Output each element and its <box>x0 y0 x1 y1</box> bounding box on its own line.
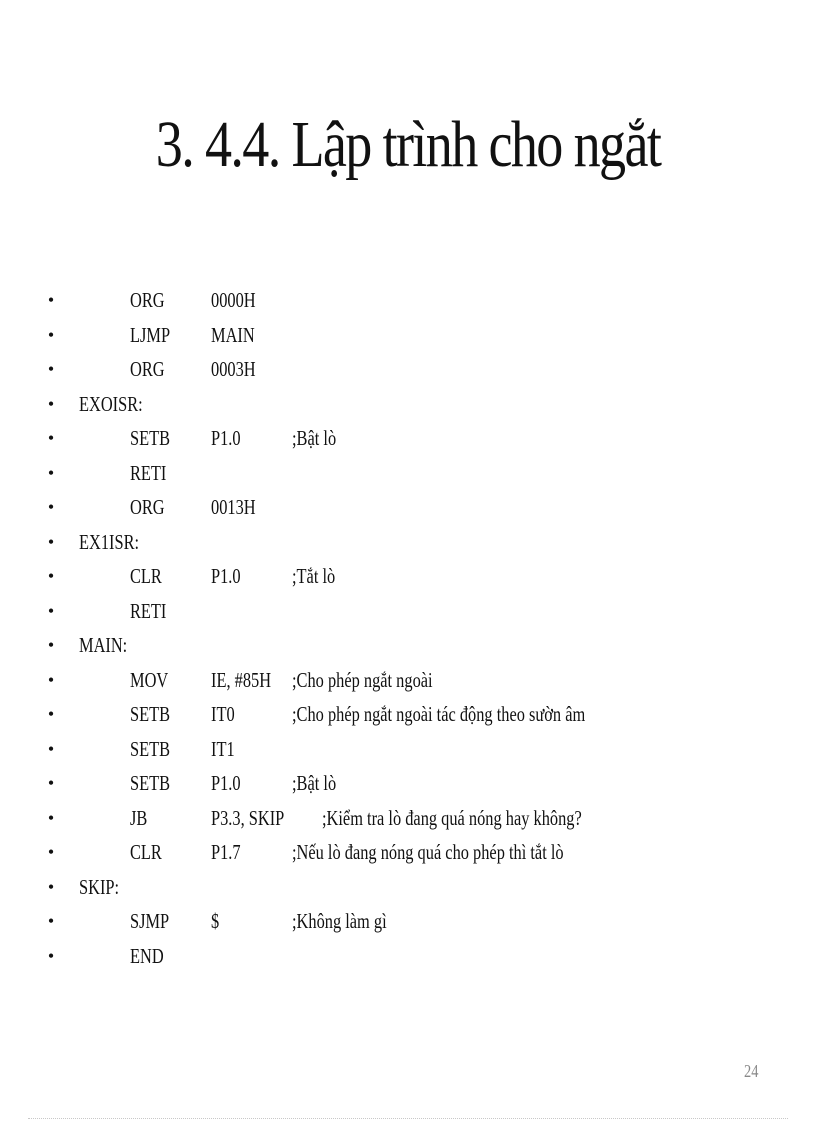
code-operand: 0000H <box>211 288 256 312</box>
code-label: EX1ISR: <box>79 529 140 554</box>
code-line <box>0 283 816 318</box>
code-line <box>0 387 816 422</box>
code-mnemonic: CLR <box>130 564 162 588</box>
bullet-icon: • <box>47 911 55 931</box>
footer-divider <box>28 1118 788 1119</box>
code-line <box>0 594 816 629</box>
bullet-icon: • <box>47 359 55 379</box>
code-label: SKIP: <box>79 874 120 899</box>
code-mnemonic: CLR <box>130 840 162 864</box>
code-operand: IE, #85H <box>211 667 272 692</box>
code-mnemonic: SETB <box>130 702 171 726</box>
code-line <box>0 766 816 801</box>
code-mnemonic: RETI <box>130 460 167 485</box>
code-operand: $ <box>211 909 220 933</box>
code-line <box>0 732 816 767</box>
code-line <box>0 490 816 525</box>
code-operand: P1.0 <box>211 564 241 588</box>
code-operand: MAIN <box>211 322 255 347</box>
code-label: MAIN: <box>79 633 128 657</box>
code-line <box>0 318 816 353</box>
bullet-icon: • <box>47 393 55 414</box>
code-listing <box>0 283 816 973</box>
bullet-icon: • <box>47 566 55 586</box>
code-line <box>0 456 816 491</box>
bullet-icon: • <box>47 462 55 483</box>
code-line <box>0 559 816 594</box>
bullet-icon: • <box>47 842 55 862</box>
code-operand: IT1 <box>211 736 235 761</box>
code-mnemonic: MOV <box>130 667 169 692</box>
bullet-icon: • <box>47 669 55 690</box>
code-line <box>0 525 816 560</box>
code-comment: ;Tắt lò <box>292 564 336 588</box>
code-operand: IT0 <box>211 702 235 726</box>
code-operand: P3.3, SKIP <box>211 805 285 830</box>
code-comment: ;Cho phép ngắt ngoài tác động theo sườn âm <box>292 702 586 726</box>
bullet-icon: • <box>47 497 55 517</box>
code-mnemonic: ORG <box>130 495 165 519</box>
bullet-icon: • <box>47 290 55 310</box>
code-operand: P1.0 <box>211 771 241 795</box>
code-line <box>0 939 816 974</box>
bullet-icon: • <box>47 600 55 621</box>
code-operand: 0003H <box>211 357 256 381</box>
code-comment: ;Cho phép ngắt ngoài <box>292 667 433 692</box>
code-line <box>0 835 816 870</box>
code-line <box>0 801 816 836</box>
code-label: EXOISR: <box>79 391 143 416</box>
bullet-icon: • <box>47 773 55 793</box>
bullet-icon: • <box>47 635 55 655</box>
code-mnemonic: SETB <box>130 771 171 795</box>
slide-title: 3. 4.4. Lập trình cho ngắt <box>155 108 661 181</box>
code-line <box>0 663 816 698</box>
code-comment: ;Bật lò <box>292 426 337 450</box>
bullet-icon: • <box>47 324 55 345</box>
code-mnemonic: SETB <box>130 736 171 761</box>
code-line <box>0 870 816 905</box>
code-comment: ;Không làm gì <box>292 909 387 933</box>
code-operand: P1.0 <box>211 426 241 450</box>
code-line <box>0 697 816 732</box>
code-mnemonic: ORG <box>130 357 165 381</box>
code-mnemonic: SJMP <box>130 909 170 933</box>
code-operand: 0013H <box>211 495 256 519</box>
code-operand: P1.7 <box>211 840 241 864</box>
code-comment: ;Nếu lò đang nóng quá cho phép thì tắt lò <box>292 840 564 864</box>
code-mnemonic: LJMP <box>130 322 171 347</box>
bullet-icon: • <box>47 428 55 448</box>
code-line <box>0 421 816 456</box>
code-mnemonic: ORG <box>130 288 165 312</box>
code-mnemonic: JB <box>130 805 148 830</box>
code-comment: ;Bật lò <box>292 771 337 795</box>
code-mnemonic: RETI <box>130 598 167 623</box>
code-line <box>0 904 816 939</box>
bullet-icon: • <box>47 704 55 724</box>
code-mnemonic: SETB <box>130 426 171 450</box>
bullet-icon: • <box>47 876 55 897</box>
bullet-icon: • <box>47 738 55 759</box>
bullet-icon: • <box>47 531 55 552</box>
page-number: 24 <box>744 1061 759 1081</box>
bullet-icon: • <box>47 945 55 966</box>
bullet-icon: • <box>47 807 55 828</box>
code-line <box>0 628 816 663</box>
code-line <box>0 352 816 387</box>
code-comment: ;Kiểm tra lò đang quá nóng hay không? <box>322 805 582 830</box>
code-mnemonic: END <box>130 943 164 968</box>
